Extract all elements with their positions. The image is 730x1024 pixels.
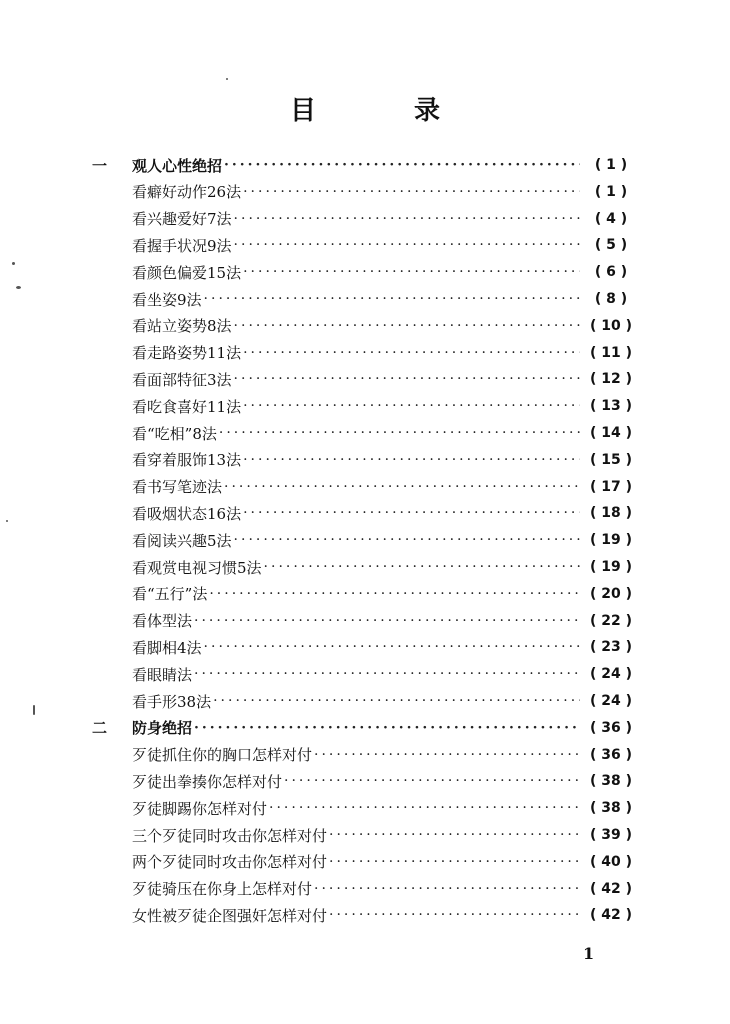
toc-entry-row: [132, 259, 640, 285]
toc-entry-row: [132, 742, 640, 768]
section-page-ref: ( 1 ): [594, 157, 628, 173]
dot-leader: [314, 745, 580, 765]
entry-title: 看吸烟状态16法: [132, 504, 242, 523]
entry-page-ref: ( 36 ): [589, 746, 633, 763]
dot-leader: [204, 289, 580, 309]
dot-leader: [234, 209, 580, 229]
entry-title: 看癖好动作26法: [132, 183, 242, 202]
scan-speck: [6, 520, 8, 522]
entry-page-ref: ( 11 ): [589, 344, 633, 361]
entry-page-ref: ( 38 ): [589, 800, 633, 817]
toc-entry-row: [132, 232, 640, 258]
scan-speck: [226, 78, 228, 80]
entry-page-ref: ( 10 ): [589, 317, 633, 334]
entry-title: 看坐姿9法: [132, 290, 202, 309]
entry-title: 三个歹徒同时攻击你怎样对付: [132, 826, 328, 845]
entry-page-ref: ( 18 ): [589, 505, 633, 522]
dot-leader: [314, 879, 580, 899]
toc-entry-row: [132, 795, 640, 821]
entry-title: 看面部特征3法: [132, 370, 232, 389]
entry-title: 看“五行”法: [132, 585, 208, 604]
toc-entry-row: [132, 554, 640, 580]
entry-page-ref: ( 42 ): [589, 880, 633, 897]
entry-page-ref: ( 12 ): [589, 371, 633, 388]
scan-speck: [33, 705, 35, 715]
entry-page-ref: ( 24 ): [589, 693, 633, 709]
entry-page-ref: ( 39 ): [589, 827, 633, 843]
scan-speck: [12, 262, 15, 265]
dot-leader: [234, 316, 580, 336]
toc-entry-row: [132, 661, 640, 687]
toc-entry-row: [132, 420, 640, 446]
entry-title: 女性被歹徒企图强奸怎样对付: [132, 906, 328, 925]
dot-leader: [224, 477, 580, 497]
entry-title: 歹徒骑压在你身上怎样对付: [132, 880, 313, 899]
dot-leader: [264, 557, 580, 577]
dot-leader: [243, 503, 580, 523]
entry-page-ref: ( 8 ): [594, 291, 628, 307]
toc-entry-row: [132, 313, 640, 339]
page-title: 目 录: [289, 96, 476, 126]
entry-page-ref: ( 19 ): [589, 532, 633, 549]
dot-leader: [194, 611, 580, 631]
toc-entry-row: [132, 527, 640, 553]
entry-title: 歹徒出拳揍你怎样对付: [132, 772, 283, 791]
scan-speck: [16, 286, 21, 289]
entry-title: 看穿着服饰13法: [132, 451, 242, 470]
entry-title: 歹徒脚踢你怎样对付: [132, 799, 268, 818]
entry-title: 看兴趣爱好7法: [132, 210, 232, 229]
toc-entry-row: [132, 688, 640, 714]
toc-entry-row: [132, 206, 640, 232]
entry-page-ref: ( 38 ): [589, 773, 633, 790]
entry-page-ref: ( 14 ): [589, 425, 633, 441]
entry-page-ref: ( 20 ): [589, 585, 633, 602]
entry-page-ref: ( 24 ): [589, 666, 633, 683]
dot-leader: [243, 262, 580, 282]
toc-entry-row: [132, 393, 640, 419]
entry-page-ref: ( 6 ): [594, 264, 628, 281]
entry-page-ref: ( 19 ): [589, 559, 633, 575]
entry-title: 两个歹徒同时攻击你怎样对付: [132, 853, 328, 872]
section-title: 防身绝招: [132, 719, 193, 738]
dot-leader: [219, 423, 580, 443]
toc-entry-row: [132, 902, 640, 928]
toc-entry-row: [132, 474, 640, 500]
dot-leader: [234, 369, 580, 389]
entry-title: 看书写笔迹法: [132, 478, 223, 497]
entry-title: 看眼睛法: [132, 665, 193, 684]
entry-page-ref: ( 4 ): [594, 210, 628, 227]
toc-entry-row: [132, 608, 640, 634]
entry-title: 看脚相4法: [132, 638, 202, 657]
entry-page-ref: ( 17 ): [589, 478, 633, 495]
toc-entry-row: [132, 447, 640, 473]
toc-entry-row: [132, 822, 640, 848]
toc-entry-row: [132, 768, 640, 794]
toc-entry-row: [132, 581, 640, 607]
toc-entry-row: [132, 876, 640, 902]
entry-title: 看“吃相”8法: [132, 424, 217, 443]
entry-title: 看颜色偏爱15法: [132, 263, 242, 282]
dot-leader: [234, 530, 580, 550]
toc-entry-row: [132, 500, 640, 526]
toc-entry-row: [132, 340, 640, 366]
entry-page-ref: ( 40 ): [589, 853, 633, 870]
toc-entry-row: [132, 366, 640, 392]
dot-leader: [284, 771, 580, 791]
entry-title: 歹徒抓住你的胸口怎样对付: [132, 746, 313, 765]
dot-leader: [329, 825, 580, 845]
entry-title: 看站立姿势8法: [132, 317, 232, 336]
section-title: 观人心性绝招: [132, 156, 223, 175]
dot-leader: [243, 396, 580, 416]
entry-page-ref: ( 22 ): [589, 612, 633, 629]
page-number: 1: [583, 944, 595, 963]
entry-title: 看走路姿势11法: [132, 344, 242, 363]
dot-leader: [329, 852, 580, 872]
entry-page-ref: ( 5 ): [594, 237, 628, 254]
toc-section-row: [92, 152, 640, 178]
section-number: 二: [92, 719, 108, 738]
section-page-ref: ( 36 ): [589, 719, 633, 736]
dot-leader: [194, 718, 580, 738]
dot-leader: [243, 450, 580, 470]
dot-leader: [269, 798, 580, 818]
dot-leader: [204, 637, 580, 657]
dot-leader: [213, 691, 580, 711]
toc-entry-row: [132, 634, 640, 660]
entry-page-ref: ( 1 ): [594, 183, 628, 200]
entry-page-ref: ( 23 ): [589, 639, 633, 656]
toc-entry-row: [132, 286, 640, 312]
dot-leader: [234, 235, 580, 255]
dot-leader: [243, 343, 580, 363]
toc-entry-row: [132, 179, 640, 205]
section-number: 一: [92, 156, 108, 175]
entry-page-ref: ( 42 ): [589, 907, 633, 924]
dot-leader: [329, 905, 580, 925]
entry-title: 看手形38法: [132, 692, 212, 711]
dot-leader: [194, 664, 580, 684]
entry-page-ref: ( 15 ): [589, 451, 633, 468]
toc-section-row: [92, 715, 640, 741]
entry-title: 看体型法: [132, 612, 193, 631]
entry-page-ref: ( 13 ): [589, 398, 633, 415]
dot-leader: [209, 584, 580, 604]
entry-title: 看阅读兴趣5法: [132, 531, 232, 550]
entry-title: 看观赏电视习惯5法: [132, 558, 262, 577]
entry-title: 看吃食喜好11法: [132, 397, 242, 416]
entry-title: 看握手状况9法: [132, 236, 232, 255]
dot-leader: [243, 182, 580, 202]
toc-entry-row: [132, 849, 640, 875]
dot-leader: [224, 155, 580, 175]
